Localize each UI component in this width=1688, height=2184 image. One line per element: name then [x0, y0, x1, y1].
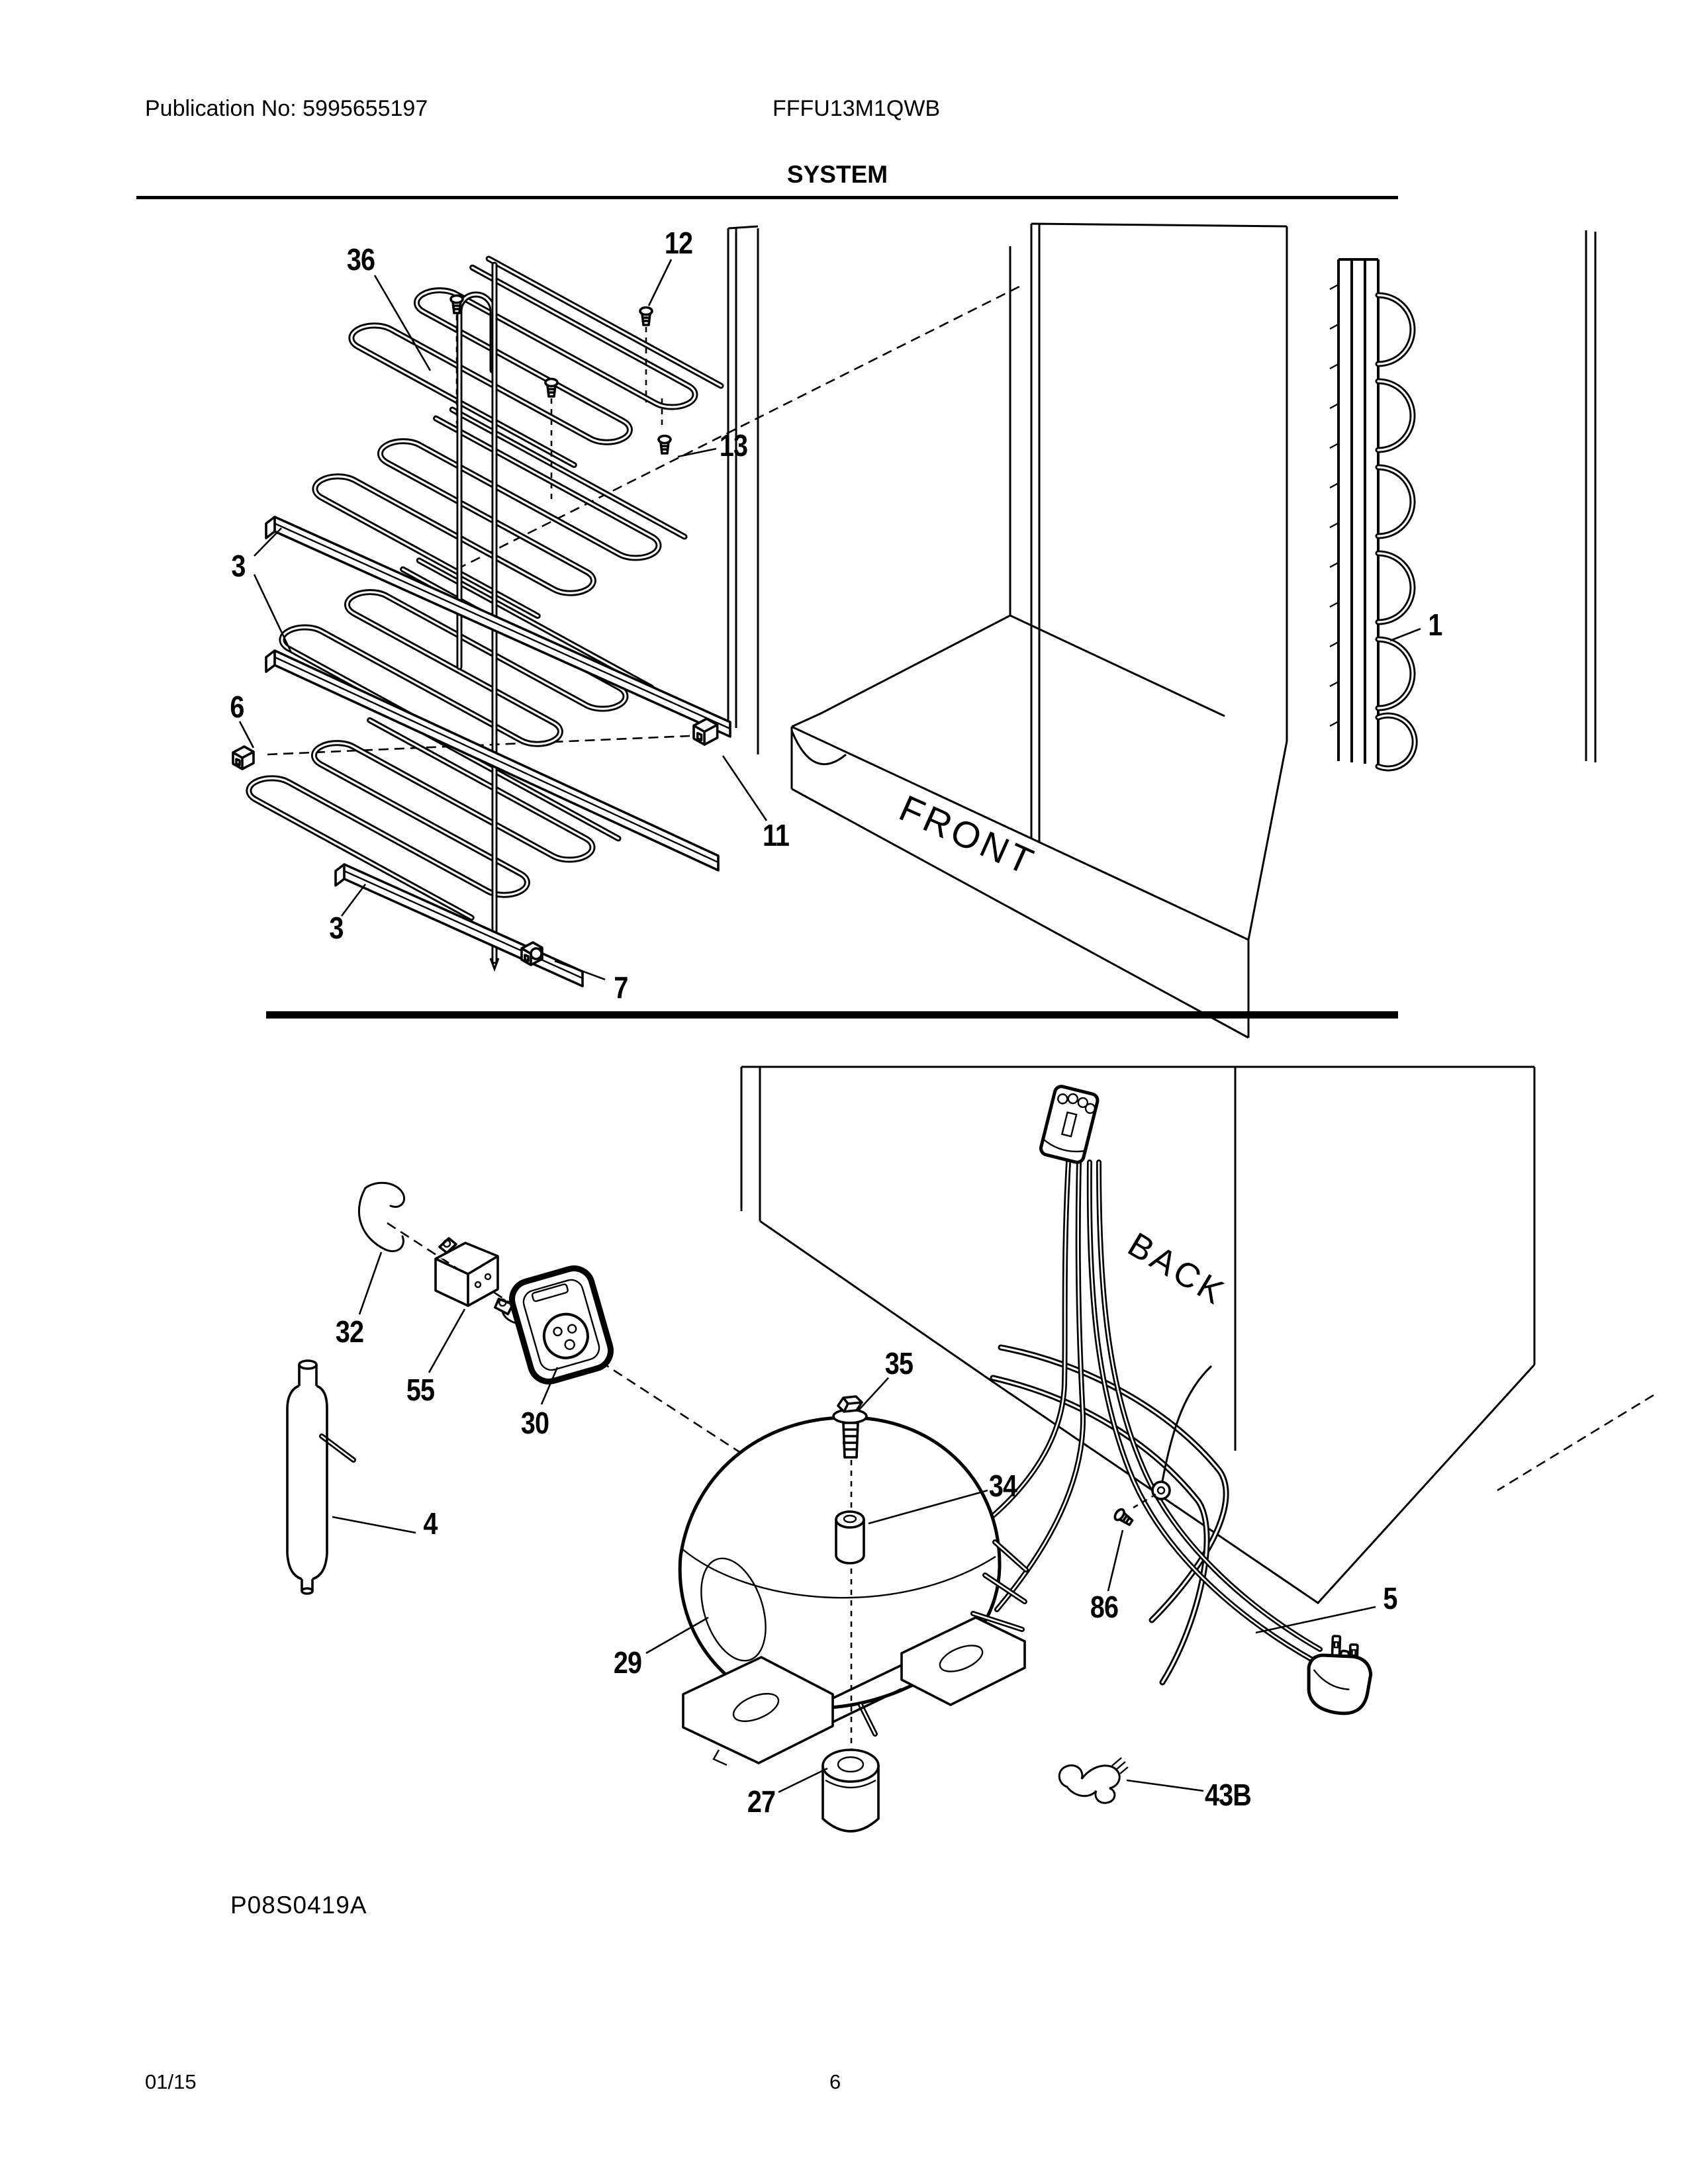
front-orientation-label: FRONT	[893, 786, 1043, 884]
relay-30-icon	[491, 1264, 615, 1391]
part-label-4: 4	[423, 1506, 438, 1541]
part-label-3b: 3	[329, 911, 344, 945]
harness-connector	[1039, 1085, 1099, 1164]
clip-11-icon	[694, 719, 718, 745]
compressor	[680, 1418, 1026, 1765]
cabinet-dash-line	[1497, 1395, 1654, 1490]
part-label-3a: 3	[231, 549, 246, 583]
part-label-43b: 43B	[1205, 1778, 1251, 1812]
grommet-27-icon	[823, 1750, 878, 1831]
part-label-7: 7	[614, 970, 628, 1005]
part-label-86: 86	[1090, 1590, 1119, 1624]
condenser-coil	[1330, 230, 1595, 768]
part-label-29: 29	[613, 1645, 642, 1680]
screw-13-icon	[659, 436, 671, 454]
clip-6-icon	[233, 747, 254, 769]
part-label-35: 35	[884, 1346, 914, 1381]
clip-32-icon	[359, 1183, 404, 1251]
part-label-13: 13	[719, 428, 748, 463]
footer-date: 01/15	[145, 2070, 197, 2093]
top-diagram	[233, 224, 1595, 1038]
part-label-36: 36	[346, 242, 375, 277]
part-label-32: 32	[335, 1314, 364, 1349]
model-number: FFFU13M1QWB	[773, 96, 941, 121]
part-label-11: 11	[762, 818, 790, 852]
drier-4-icon	[287, 1361, 353, 1594]
back-orientation-label: BACK	[1121, 1225, 1233, 1314]
footer-page-number: 6	[829, 2070, 841, 2093]
publication-number: Publication No: 5995655197	[145, 96, 428, 121]
diagram-code: P08S0419A	[230, 1891, 367, 1919]
part-label-1: 1	[1428, 608, 1442, 642]
part-label-5: 5	[1383, 1581, 1397, 1615]
page-title: SYSTEM	[786, 161, 888, 188]
part-label-6: 6	[230, 690, 244, 724]
clamp-43b-icon	[1059, 1758, 1128, 1803]
part-label-34: 34	[988, 1469, 1017, 1503]
ring-terminal	[1152, 1482, 1170, 1499]
top-leader-lines	[240, 259, 1421, 979]
screw-12-icon	[640, 308, 652, 326]
part-label-27: 27	[747, 1784, 776, 1819]
part-label-12: 12	[664, 226, 693, 260]
bottom-diagram	[287, 1067, 1654, 1831]
spacer-34-icon	[836, 1512, 864, 1563]
foam-strip-3	[336, 864, 583, 986]
switch-55-icon	[436, 1238, 498, 1306]
shelf-coil-1	[342, 259, 721, 465]
part-label-55: 55	[406, 1373, 435, 1407]
cabinet-outline	[728, 224, 1287, 1038]
part-label-30: 30	[520, 1406, 549, 1440]
clip-7-icon	[522, 942, 542, 965]
